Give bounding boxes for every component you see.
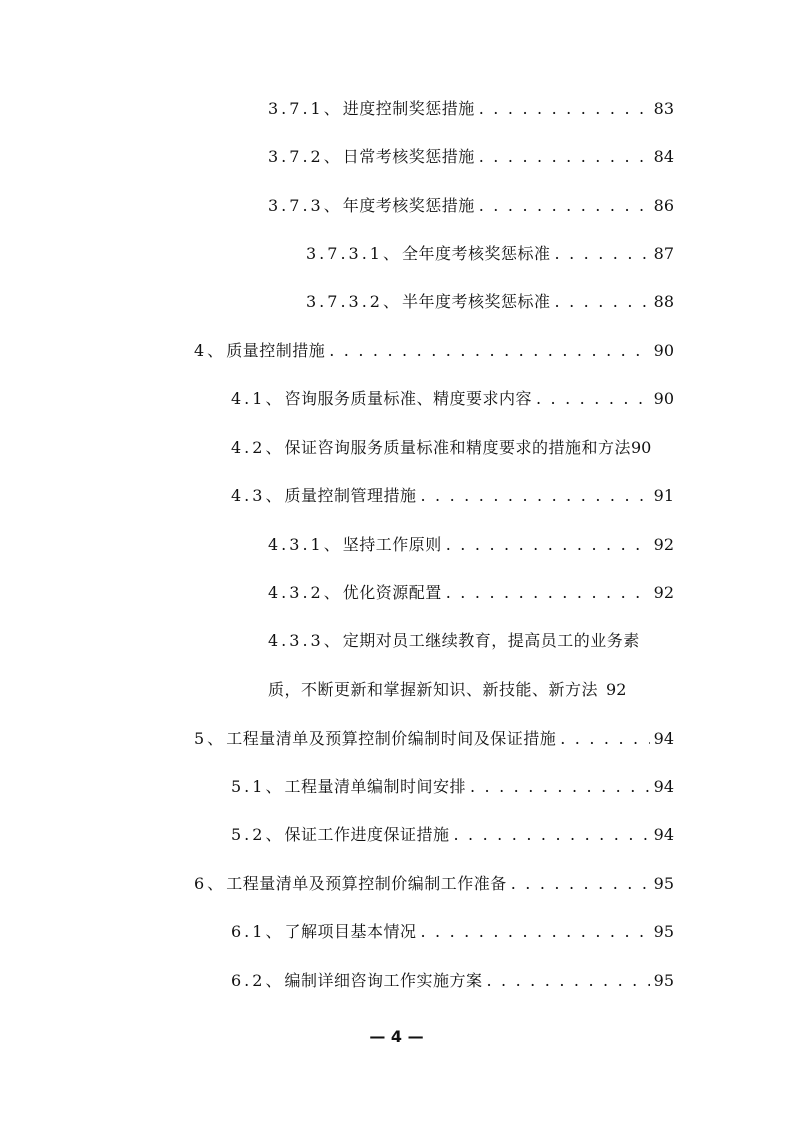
toc-entry-number: 4.3.1、: [268, 535, 343, 554]
toc-entry-number: 4、: [194, 341, 227, 360]
toc-entry-4-2[interactable]: [231, 438, 693, 458]
toc-entry-title: 优化资源配置: [342, 583, 442, 602]
toc-dot-leader: [446, 535, 650, 555]
toc-entry-4[interactable]: [194, 341, 674, 361]
toc-entry-title-continuation: 质，不断更新和掌握新知识、新技能、新方法: [268, 680, 599, 699]
toc-dot-leader: [479, 99, 650, 119]
toc-entry-3-7-3[interactable]: [268, 196, 674, 216]
toc-entry-number: 6.1、: [231, 922, 285, 941]
toc-entry-page: 84: [653, 147, 674, 166]
toc-entry-page: 94: [653, 825, 674, 844]
toc-dot-leader: [420, 486, 649, 506]
toc-entry-4-3-1[interactable]: [268, 535, 674, 555]
toc-entry-4-3-3-continuation[interactable]: [268, 680, 688, 700]
toc-dot-leader: [453, 825, 649, 845]
toc-entry-title: 半年度考核奖惩标准: [401, 292, 551, 311]
toc-entry-3-7-2[interactable]: [268, 147, 674, 167]
toc-entry-number: 5.1、: [231, 777, 285, 796]
toc-entry-title: 全年度考核奖惩标准: [401, 244, 551, 263]
toc-entry-title: 坚持工作原则: [342, 535, 442, 554]
toc-entry-number: 4.1、: [231, 389, 285, 408]
toc-dot-leader: [511, 874, 650, 894]
toc-entry-4-3-3[interactable]: [268, 631, 688, 651]
toc-entry-number: 4.3.3、: [268, 631, 343, 650]
toc-entry-page: 90: [630, 438, 652, 457]
page-number-footer: — 4 —: [369, 1027, 424, 1046]
toc-dot-leader: [486, 971, 649, 991]
toc-entry-number: 6.2、: [231, 971, 285, 990]
toc-entry-3-7-1[interactable]: [268, 99, 674, 119]
toc-entry-6[interactable]: [194, 874, 674, 894]
toc-entry-page: 95: [653, 922, 674, 941]
toc-dot-leader: [536, 389, 650, 409]
toc-entry-number: 3.7.3、: [268, 196, 343, 215]
toc-entry-page: 86: [653, 196, 674, 215]
toc-entry-title: 定期对员工继续教育，提高员工的业务素: [342, 631, 640, 650]
toc-entry-5-2[interactable]: [231, 825, 674, 845]
toc-dot-leader: [479, 196, 650, 216]
toc-entry-number: 6、: [194, 874, 227, 893]
toc-entry-number: 3.7.2、: [268, 147, 343, 166]
toc-dot-leader: [420, 922, 649, 942]
toc-entry-page: 91: [653, 486, 674, 505]
toc-entry-6-2[interactable]: [231, 971, 674, 991]
toc-dot-leader: [446, 583, 650, 603]
toc-entry-title: 工程量清单及预算控制价编制工作准备: [226, 874, 507, 893]
toc-entry-page: 95: [653, 971, 674, 990]
toc-entry-title: 保证工作进度保证措施: [284, 825, 450, 844]
toc-entry-6-1[interactable]: [231, 922, 674, 942]
toc-entry-page: 87: [653, 244, 674, 263]
toc-entry-number: 5.2、: [231, 825, 285, 844]
toc-entry-number: 5、: [194, 729, 227, 748]
toc-dot-leader: [555, 292, 650, 312]
toc-entry-title: 咨询服务质量标准、精度要求内容: [284, 389, 532, 408]
toc-entry-page: 95: [653, 874, 674, 893]
toc-dot-leader: [470, 777, 650, 797]
toc-dot-leader: [479, 147, 650, 167]
toc-dot-leader: [555, 244, 650, 264]
toc-entry-title: 工程量清单及预算控制价编制时间及保证措施: [226, 729, 557, 748]
toc-entry-title: 进度控制奖惩措施: [342, 99, 475, 118]
toc-entry-title: 质量控制措施: [226, 341, 326, 360]
toc-entry-number: 4.3.2、: [268, 583, 343, 602]
toc-entry-page: 92: [606, 680, 627, 699]
toc-entry-title: 质量控制管理措施: [284, 486, 417, 505]
toc-entry-number: 4.2、: [231, 438, 285, 457]
toc-dot-leader: [560, 729, 649, 749]
toc-entry-number: 3.7.3.2、: [306, 292, 402, 311]
toc-entry-page: 90: [653, 389, 674, 408]
toc-entry-page: 92: [653, 535, 674, 554]
toc-entry-title: 保证咨询服务质量标准和精度要求的措施和方法: [284, 438, 631, 457]
toc-entry-5-1[interactable]: [231, 777, 674, 797]
toc-entry-title: 年度考核奖惩措施: [342, 196, 475, 215]
toc-entry-page: 90: [653, 341, 674, 360]
toc-entry-3-7-3-1[interactable]: [306, 244, 674, 264]
toc-entry-number: 3.7.3.1、: [306, 244, 402, 263]
toc-entry-page: 92: [653, 583, 674, 602]
toc-entry-5[interactable]: [194, 729, 674, 749]
toc-entry-4-1[interactable]: [231, 389, 674, 409]
toc-entry-title: 编制详细咨询工作实施方案: [284, 971, 483, 990]
toc-entry-number: 3.7.1、: [268, 99, 343, 118]
toc-entry-page: 83: [653, 99, 674, 118]
toc-entry-page: 88: [653, 292, 674, 311]
toc-entry-page: 94: [653, 729, 674, 748]
toc-entry-page: 94: [653, 777, 674, 796]
toc-entry-4-3[interactable]: [231, 486, 674, 506]
toc-entry-title: 工程量清单编制时间安排: [284, 777, 466, 796]
toc-entry-4-3-2[interactable]: [268, 583, 674, 603]
toc-entry-number: 4.3、: [231, 486, 285, 505]
toc-dot-leader: [329, 341, 649, 361]
toc-entry-title: 日常考核奖惩措施: [342, 147, 475, 166]
toc-entry-title: 了解项目基本情况: [284, 922, 417, 941]
toc-entry-3-7-3-2[interactable]: [306, 292, 674, 312]
